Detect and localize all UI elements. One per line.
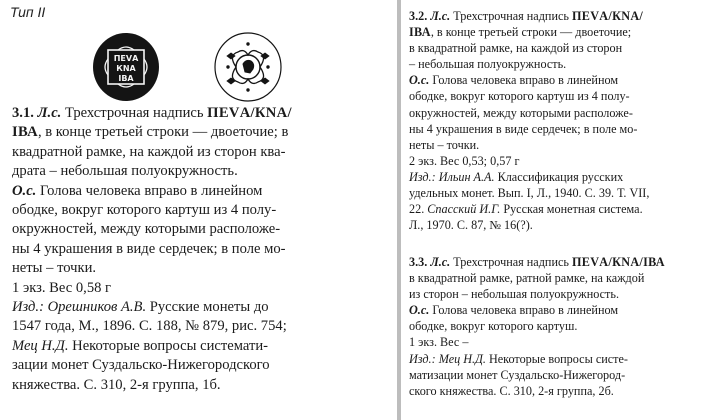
text-line <box>12 337 390 356</box>
text-segment: Изд.: Орешников А.В. <box>12 299 147 316</box>
text-segment: О.с. <box>12 182 37 199</box>
text-segment: 3.3. <box>409 255 431 269</box>
text-line <box>12 182 390 201</box>
text-segment: квадратной рамке, на каждой из сторон ква- <box>12 143 286 160</box>
text-segment: ободке, вокруг которого картуш из 4 полу- <box>409 89 630 104</box>
text-line <box>409 334 715 350</box>
text-segment: ского княжества. С. 310, 2-я группа, 2б. <box>409 383 614 398</box>
coin-reverse-drawing <box>215 33 281 101</box>
text-line <box>12 259 390 278</box>
text-segment: драта – небольшая полуокружность. <box>12 163 238 180</box>
text-line <box>409 367 715 383</box>
text-segment: ободке, вокруг которого картуш из 4 полу- <box>12 202 277 219</box>
text-segment: 22. <box>409 202 428 217</box>
text-segment: матизации монет Суздальско-Нижегород- <box>409 367 626 382</box>
text-segment: ободке, вокруг которого картуш. <box>409 319 578 334</box>
text-segment: зации монет Суздальско-Нижегородского <box>12 357 270 374</box>
text-line <box>12 220 390 239</box>
text-segment: Голова человека вправо в линейном <box>429 303 619 318</box>
text-line <box>12 123 390 142</box>
text-line <box>12 201 390 220</box>
text-segment: ПЕVА/КNА/ <box>571 9 644 23</box>
coin-images <box>88 26 298 108</box>
text-line <box>409 201 715 217</box>
text-segment: в квадратной рамке, ратной рамке, на каждой <box>409 271 645 286</box>
coin-obverse-image <box>93 33 159 101</box>
text-segment: Трехстрочная надпись <box>61 105 208 121</box>
text-segment: ПЕVА/КNА/IВА <box>571 255 665 269</box>
text-segment: Русская монетная система. <box>500 202 643 217</box>
text-segment: неты – точки. <box>409 137 480 152</box>
text-segment: Русские монеты до <box>146 299 269 316</box>
text-segment: 1547 года, М., 1896. С. 188, № 879, рис. 754; <box>12 318 287 335</box>
text-segment: Изд.: Мец Н.Д. <box>409 351 486 366</box>
text-line <box>12 376 390 395</box>
text-segment: Л.с. <box>37 105 62 121</box>
text-segment: О.с. <box>409 303 430 318</box>
text-line <box>409 286 715 302</box>
coin-legend-line: КNА <box>116 64 136 73</box>
text-segment: IВА <box>12 124 38 141</box>
text-segment: окружностей, между которыми расположе- <box>12 221 281 238</box>
text-segment: Л.с. <box>430 9 451 23</box>
text-line <box>409 318 715 334</box>
text-segment: Трехстрочная надпись <box>450 9 572 23</box>
text-segment: IВА <box>409 25 431 40</box>
text-segment: , в конце третьей строки — двоеточие; <box>430 25 632 40</box>
text-segment: Голова человека вправо в линейном <box>429 73 619 88</box>
text-line <box>409 383 715 399</box>
text-line <box>409 24 715 40</box>
text-line <box>12 240 390 259</box>
text-line <box>409 153 715 169</box>
coin-legend-line: IВА <box>118 74 134 83</box>
text-line <box>409 217 715 233</box>
text-segment: , в конце третьей строки — двоеточие; в <box>37 124 289 141</box>
text-line <box>409 351 715 367</box>
text-line <box>409 185 715 201</box>
text-line <box>409 72 715 88</box>
text-line <box>12 317 390 336</box>
text-segment: в квадратной рамке, на каждой из сторон <box>409 41 623 56</box>
text-line <box>409 8 715 24</box>
text-segment: О.с. <box>409 73 430 88</box>
text-line <box>409 121 715 137</box>
text-line <box>409 40 715 56</box>
text-segment: 1 экз. Вес – <box>409 335 469 350</box>
text-line <box>409 88 715 104</box>
text-segment: ПЕVА/КNА/ <box>207 105 292 121</box>
text-segment: Спасский И.Г. <box>427 202 501 217</box>
text-segment: Некоторые вопросы систе- <box>485 351 628 366</box>
text-line <box>409 169 715 185</box>
text-segment: окружностей, между которыми расположе- <box>409 105 633 120</box>
text-segment: Некоторые вопросы системати- <box>68 337 269 354</box>
text-segment: Изд.: Ильин А.А. <box>409 169 495 184</box>
text-line <box>409 105 715 121</box>
catalog-entry-3-3 <box>409 254 715 399</box>
text-segment: Л., 1970. С. 87, № 16(?). <box>409 218 533 233</box>
text-segment: ны 4 украшения в виде сердечек; в поле мо- <box>12 240 286 257</box>
text-line <box>12 356 390 375</box>
text-segment: княжества. С. 310, 2-я группа, 1б. <box>12 376 221 393</box>
catalog-entry-3-1 <box>12 104 390 395</box>
text-segment: из сторон – небольшая полуокружность. <box>409 287 619 302</box>
text-segment: Голова человека вправо в линейном <box>36 182 263 199</box>
text-line <box>409 254 715 270</box>
text-segment: удельных монет. Вып. I, Л., 1940. С. 39. Т. VII, <box>409 186 650 201</box>
right-page <box>401 0 722 420</box>
text-segment: Л.с. <box>430 255 451 269</box>
type-label: Тип II <box>10 4 46 20</box>
text-line <box>409 302 715 318</box>
text-line <box>12 104 390 123</box>
text-segment: 1 экз. Вес 0,58 г <box>12 279 112 296</box>
text-line <box>12 143 390 162</box>
text-line <box>12 279 390 298</box>
text-line <box>12 162 390 181</box>
text-line <box>409 270 715 286</box>
text-segment: Классификация русских <box>494 169 624 184</box>
text-line <box>12 298 390 317</box>
text-segment: Трехстрочная надпись <box>450 255 572 269</box>
text-segment: – небольшая полуокружность. <box>409 57 567 72</box>
text-segment: 3.1. <box>12 105 38 121</box>
text-segment: ны 4 украшения в виде сердечек; в поле мо- <box>409 121 638 136</box>
coin-legend-line: ПЕVА <box>113 54 139 63</box>
text-segment: 2 экз. Вес 0,53; 0,57 г <box>409 153 520 168</box>
text-segment: Мец Н.Д. <box>12 337 69 354</box>
catalog-entry-3-2 <box>409 8 715 233</box>
text-line <box>409 56 715 72</box>
text-line <box>409 137 715 153</box>
text-segment: неты – точки. <box>12 260 97 277</box>
text-segment: 3.2. <box>409 9 431 23</box>
